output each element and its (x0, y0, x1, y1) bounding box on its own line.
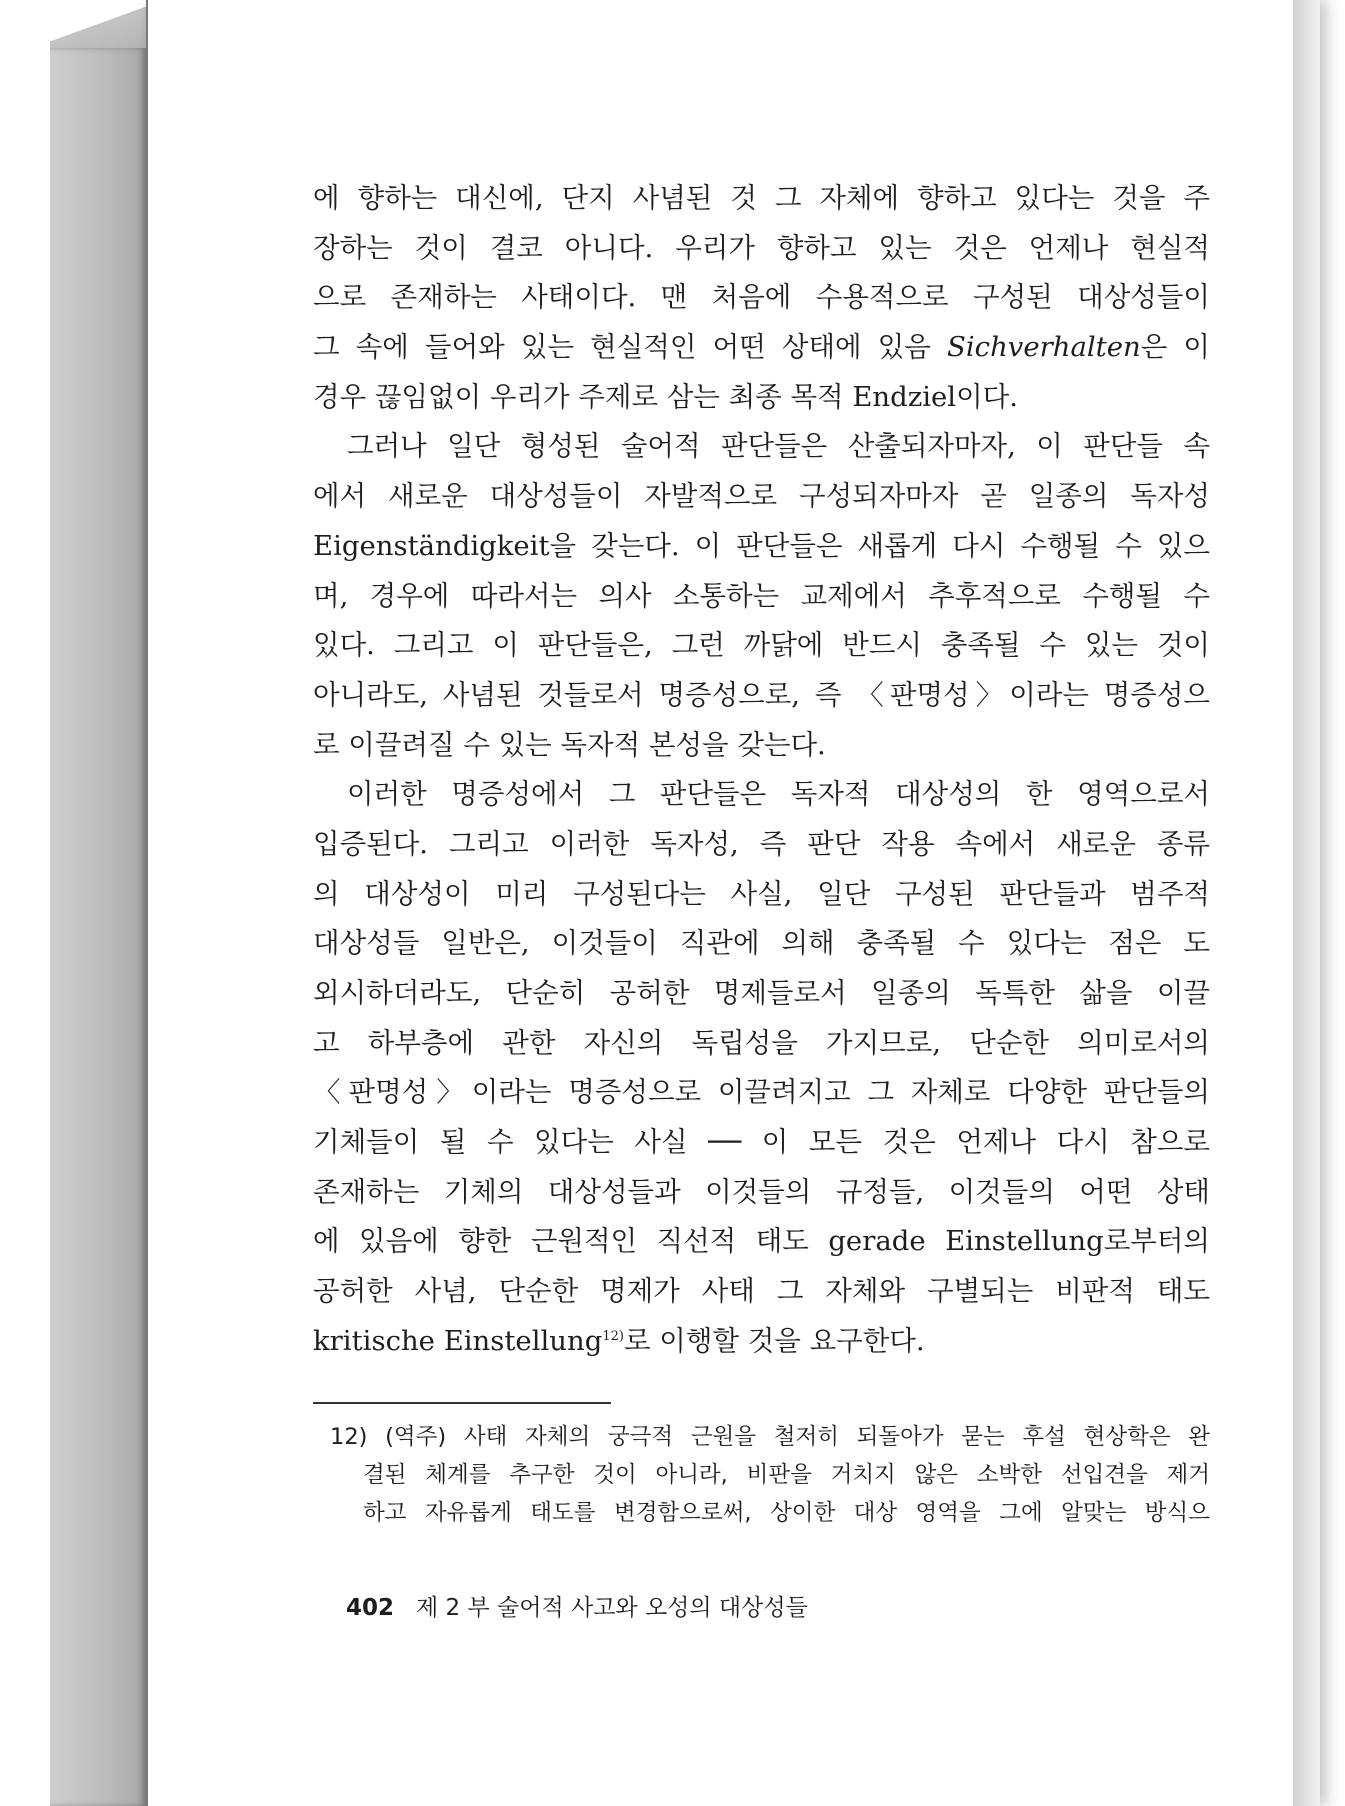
text-line: 으로 존재하는 사태이다. 맨 처음에 수용적으로 구성된 대상성들이 (313, 281, 1210, 314)
book-spine-top (50, 0, 146, 48)
text-line: 고 하부층에 관한 자신의 독립성을 가지므로, 단순한 의미로서의 (313, 1026, 1210, 1059)
text-line: 이러한 명증성에서 그 판단들은 독자적 대상성의 한 영역으로서 (347, 778, 1210, 811)
text-line (313, 1317, 1210, 1367)
text-line: 공허한 사념, 단순한 명제가 사태 그 자체와 구별되는 비판적 태도 (313, 1275, 1210, 1308)
text-line: 입증된다. 그리고 이러한 독자성, 즉 판단 작용 속에서 새로운 종류 (313, 827, 1210, 860)
body-text (313, 174, 1210, 1367)
text-line: 며, 경우에 따라서는 의사 소통하는 교제에서 추후적으로 수행될 수 (313, 579, 1210, 612)
text-line: 에 있음에 향한 근원적인 직선적 태도 gerade Einstellung로부터의 (313, 1225, 1210, 1258)
page-edge-shadow (1293, 0, 1320, 1806)
text-line: 아니라도, 사념된 것들로서 명증성으로, 즉 〈판명성〉이라는 명증성으 (313, 678, 1210, 711)
text-line: 그러나 일단 형성된 술어적 판단들은 산출되자마자, 이 판단들 속 (347, 430, 1210, 463)
footnote-line: 하고 자유롭게 태도를 변경함으로써, 상이한 대상 영역을 그에 알맞는 방식으 (363, 1500, 1210, 1526)
text-line: 로 이끌려질 수 있는 독자적 본성을 갖는다. (313, 728, 826, 761)
footnote-divider (313, 1402, 611, 1404)
footnote-reference[interactable]: 12) (602, 1328, 624, 1344)
text-line: 장하는 것이 결코 아니다. 우리가 향하고 있는 것은 언제나 현실적 (313, 231, 1210, 264)
book-spine (50, 48, 146, 1806)
text-segment: kritische Einstellung (313, 1324, 603, 1357)
text-line: 기체들이 될 수 있다는 사실 ── 이 모든 것은 언제나 다시 참으로 (313, 1126, 1210, 1159)
running-head: 제 2 부 술어적 사고와 오성의 대상성들 (416, 1595, 808, 1621)
italic-term: Sichverhalten (947, 331, 1141, 364)
text-line: 있다. 그리고 이 판단들은, 그런 까닭에 반드시 충족될 수 있는 것이 (313, 629, 1210, 662)
text-line: 〈판명성〉이라는 명증성으로 이끌려지고 그 자체로 다양한 판단들의 (313, 1076, 1210, 1109)
text-line: 에서 새로운 대상성들이 자발적으로 구성되자마자 곧 일종의 독자성 (313, 480, 1210, 513)
footnote-line: 결된 체계를 추구한 것이 아니라, 비판을 거치지 않은 소박한 선입견을 제거 (363, 1462, 1210, 1488)
text-segment: 로 이행할 것을 요구한다. (623, 1324, 925, 1357)
text-segment: 그 속에 들어와 있는 현실적인 어떤 상태에 있음 (313, 331, 948, 364)
text-line: 경우 끊임없이 우리가 주제로 삼는 최종 목적 Endziel이다. (313, 380, 1018, 413)
text-line: 외시하더라도, 단순히 공허한 명제들로서 일종의 독특한 삶을 이끌 (313, 977, 1210, 1009)
text-line (313, 323, 1210, 373)
page-number: 402 (346, 1595, 395, 1621)
footnote-text: (역주) 사태 자체의 궁극적 근원을 철저히 되돌아가 묻는 후설 현상학은 완 (385, 1424, 1210, 1450)
text-segment: 은 이 (1140, 331, 1210, 364)
text-line: 에 향하는 대신에, 단지 사념된 것 그 자체에 향하고 있다는 것을 주 (313, 182, 1210, 214)
page-footer (346, 1589, 808, 1622)
text-line: 대상성들 일반은, 이것들이 직관에 의해 충족될 수 있다는 점은 도 (313, 927, 1210, 960)
text-line: 의 대상성이 미리 구성된다는 사실, 일단 구성된 판단들과 범주적 (313, 877, 1210, 910)
footnote (330, 1418, 1210, 1532)
footnote-number: 12) (330, 1424, 368, 1450)
footnote-line (330, 1418, 1210, 1456)
text-line: Eigenständigkeit을 갖는다. 이 판단들은 새롭게 다시 수행될 수 있으 (313, 529, 1210, 562)
text-line: 존재하는 기체의 대상성들과 이것들의 규정들, 이것들의 어떤 상태 (313, 1175, 1210, 1208)
